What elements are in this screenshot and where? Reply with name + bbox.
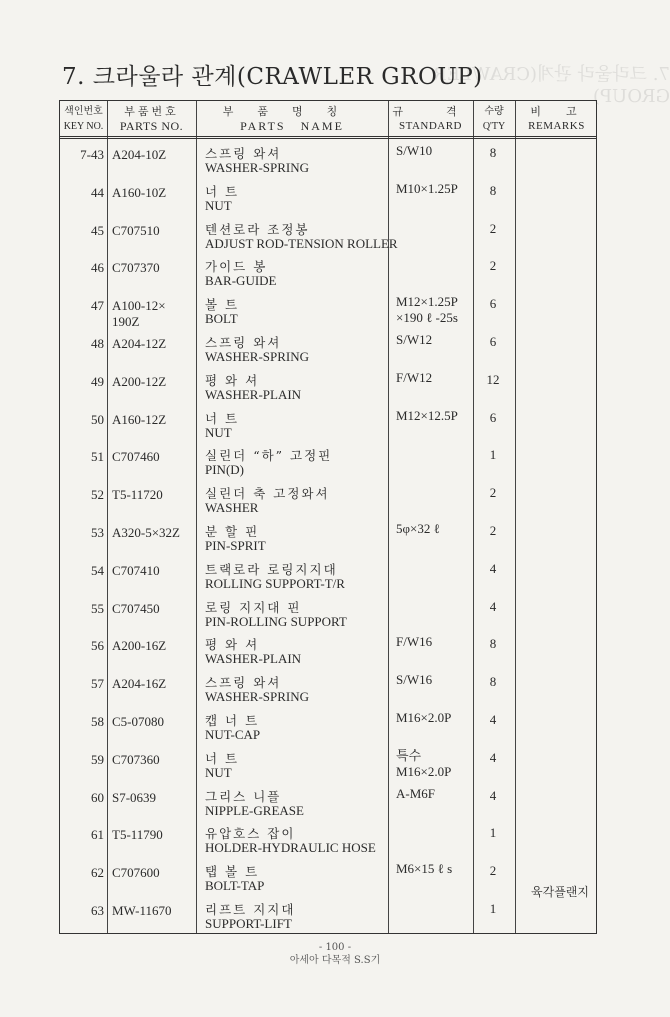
part-name-english: BOLT (205, 311, 238, 327)
table-row (60, 859, 596, 900)
part-name-english: NUT (205, 424, 232, 440)
quantity-cell: 4 (489, 598, 497, 614)
page-title: 7. 크라울라 관계(CRAWLER GROUP) (62, 64, 483, 90)
key-cell: 49 (91, 373, 104, 389)
key-cell: 61 (91, 827, 104, 843)
header-standard: 규 격 STANDARD (392, 104, 469, 132)
part-name-korean: 그리스 니플 (205, 788, 282, 804)
part-name-korean: 실린더 “하” 고정핀 (205, 448, 333, 464)
table-row (60, 179, 596, 217)
part-name-korean: 스프링 와셔 (205, 335, 282, 350)
table-row (60, 443, 596, 481)
part-name-english: PIN-SPRIT (205, 538, 266, 553)
part-number-cell: C707370 (112, 260, 160, 276)
key-cell: 55 (91, 600, 104, 616)
part-name-korean: 너 트 (205, 410, 240, 426)
standard-cell: M12×12.5P (396, 407, 458, 423)
standard-cell: A-M6F (396, 785, 436, 801)
key-cell: 54 (91, 562, 104, 578)
table-row (60, 368, 596, 406)
quantity-cell: 2 (489, 863, 497, 879)
table-row (60, 292, 596, 330)
quantity-cell: 2 (489, 220, 497, 236)
part-number-cell: C707600 (112, 865, 160, 881)
part-name-english: WASHER (205, 500, 259, 516)
quantity-cell: 8 (489, 636, 497, 652)
part-name-korean: 로링 지지대 핀 (205, 599, 302, 615)
header-parts-name: 부품명칭 PARTS NAME (222, 104, 362, 133)
table-row (60, 595, 596, 633)
key-cell: 46 (91, 260, 104, 276)
table-row (60, 217, 596, 255)
part-number-cell: S7-0639 (112, 789, 157, 805)
quantity-cell: 6 (489, 334, 497, 349)
part-name-english: ROLLING SUPPORT-T/R (205, 575, 345, 591)
standard-cell: 5φ×32 ℓ (396, 521, 440, 536)
part-number-cell: A320-5×32Z (112, 525, 180, 540)
quantity-cell: 1 (489, 901, 497, 916)
standard-cell: S/W12 (396, 332, 433, 347)
part-name-english: PIN-ROLLING SUPPORT (205, 613, 347, 629)
part-name-english: WASHER-PLAIN (205, 651, 302, 667)
page-footer (0, 941, 670, 967)
standard-cell: M12×1.25P ×190 ℓ -25s (396, 294, 458, 326)
key-cell: 44 (91, 184, 104, 200)
part-name-korean: 스프링 와셔 (205, 675, 282, 691)
table-header (60, 101, 596, 139)
table-row (60, 330, 596, 368)
standard-cell: F/W16 (396, 634, 433, 650)
part-name-korean: 분 할 핀 (205, 524, 260, 539)
key-cell: 50 (91, 411, 104, 427)
standard-cell: 특수 M16×2.0P (396, 747, 452, 779)
part-name-korean: 트랙로라 로링지지대 (205, 561, 338, 577)
quantity-cell: 4 (489, 749, 497, 765)
table-row (60, 141, 596, 179)
part-name-korean: 탭 볼 트 (205, 864, 260, 880)
key-cell: 45 (91, 222, 104, 238)
key-cell: 57 (91, 676, 104, 692)
part-name-english: ADJUST ROD-TENSION ROLLER (205, 235, 398, 251)
part-name-korean: 너 트 (205, 750, 240, 766)
standard-cell: M10×1.25P (396, 180, 458, 196)
part-name-korean: 실린더 축 고정와셔 (205, 486, 330, 502)
part-number-cell: A200-16Z (112, 638, 167, 654)
header-qty: 수량 Q'TY (482, 105, 506, 132)
key-cell: 56 (91, 638, 104, 654)
key-cell: 60 (91, 789, 104, 805)
quantity-cell: 2 (489, 258, 497, 274)
part-name-english: NUT (205, 197, 232, 213)
part-name-korean: 너 트 (205, 183, 240, 199)
footer-caption: 아세아 다목적 S.S기 (289, 955, 381, 966)
quantity-cell: 8 (489, 674, 497, 690)
part-number-cell: C707360 (112, 751, 160, 767)
part-number-cell: A204-12Z (112, 336, 167, 351)
page-number: - 100 - (318, 942, 352, 953)
part-name-korean: 평 와 셔 (205, 372, 260, 388)
quantity-cell: 2 (489, 485, 497, 501)
part-number-cell: A204-16Z (112, 676, 167, 692)
table-row (60, 519, 596, 557)
part-name-korean: 캡 너 트 (205, 713, 260, 728)
part-name-english: WASHER-PLAIN (205, 386, 302, 402)
part-name-english: HOLDER-HYDRAULIC HOSE (205, 840, 376, 856)
key-cell: 47 (91, 298, 104, 314)
standard-cell: M6×15 ℓ s (396, 861, 453, 877)
standard-cell: S/W10 (396, 143, 433, 158)
part-name-english: NUT-CAP (205, 727, 261, 742)
table-row (60, 632, 596, 670)
bleed-through-text: 7. 크라울라 관계(CRAWLER GROUP) (433, 64, 670, 107)
key-cell: 63 (91, 903, 104, 918)
part-number-cell: A160-12Z (112, 411, 167, 427)
quantity-cell: 1 (489, 825, 497, 841)
quantity-cell: 6 (489, 409, 497, 425)
part-name-korean: 텐션로라 조정봉 (205, 221, 310, 237)
key-cell: 48 (91, 336, 104, 351)
standard-cell: S/W16 (396, 672, 433, 688)
quantity-cell: 6 (489, 296, 497, 312)
part-number-cell: C707460 (112, 449, 160, 465)
part-name-korean: 평 와 셔 (205, 637, 260, 653)
quantity-cell: 8 (489, 145, 497, 160)
part-name-korean: 스프링 와셔 (205, 146, 282, 161)
part-name-english: NIPPLE-GREASE (205, 802, 304, 818)
part-number-cell: A100-12× 190Z (112, 298, 166, 330)
table-row (60, 254, 596, 292)
part-name-english: PIN(D) (205, 462, 244, 478)
part-name-english: WASHER-SPRING (205, 160, 310, 175)
standard-cell: M16×2.0P (396, 710, 452, 725)
part-name-english: BOLT-TAP (205, 878, 265, 894)
part-number-cell: T5-11720 (112, 487, 163, 503)
quantity-cell: 4 (489, 712, 497, 727)
header-remarks: 비 고 REMARKS (528, 104, 585, 132)
key-cell: 51 (91, 449, 104, 465)
table-row (60, 821, 596, 859)
header-parts-no: 부품번호 PARTS NO. (119, 104, 184, 133)
table-row (60, 406, 596, 444)
part-name-english: NUT (205, 764, 232, 780)
key-cell: 58 (91, 714, 104, 729)
key-cell: 7-43 (80, 147, 104, 162)
part-number-cell: A200-12Z (112, 373, 167, 389)
part-name-english: WASHER-SPRING (205, 689, 310, 705)
part-number-cell: C707410 (112, 562, 160, 578)
table-row (60, 481, 596, 519)
part-name-korean: 유압호스 잡이 (205, 826, 296, 842)
quantity-cell: 4 (489, 560, 497, 576)
table-row (60, 708, 596, 746)
table-row (60, 670, 596, 708)
remarks-cell: 육각플랜지 (531, 885, 589, 900)
part-number-cell: A204-10Z (112, 147, 167, 162)
table-row (60, 784, 596, 822)
key-cell: 53 (91, 525, 104, 540)
header-key-no: 색인번호 KEY NO. (63, 105, 104, 132)
part-name-english: SUPPORT-LIFT (205, 916, 292, 931)
part-number-cell: A160-10Z (112, 184, 167, 200)
part-number-cell: MW-11670 (112, 903, 172, 918)
key-cell: 62 (91, 865, 104, 881)
key-cell: 59 (91, 751, 104, 767)
parts-table (59, 100, 597, 934)
table-row (60, 557, 596, 595)
part-name-english: WASHER-SPRING (205, 349, 310, 364)
part-number-cell: C707510 (112, 222, 160, 238)
quantity-cell: 1 (489, 447, 497, 463)
standard-cell: F/W12 (396, 369, 433, 385)
part-number-cell: C707450 (112, 600, 160, 616)
table-row (60, 897, 596, 935)
part-number-cell: C5-07080 (112, 714, 164, 729)
quantity-cell: 4 (489, 787, 497, 803)
part-number-cell: T5-11790 (112, 827, 163, 843)
part-name-korean: 볼 트 (205, 297, 240, 313)
part-name-english: BAR-GUIDE (205, 273, 277, 289)
key-cell: 52 (91, 487, 104, 503)
quantity-cell: 12 (486, 371, 500, 387)
part-name-korean: 가이드 봉 (205, 259, 268, 275)
part-name-korean: 리프트 지지대 (205, 902, 296, 917)
table-row (60, 746, 596, 784)
quantity-cell: 8 (489, 182, 497, 198)
quantity-cell: 2 (489, 523, 497, 538)
